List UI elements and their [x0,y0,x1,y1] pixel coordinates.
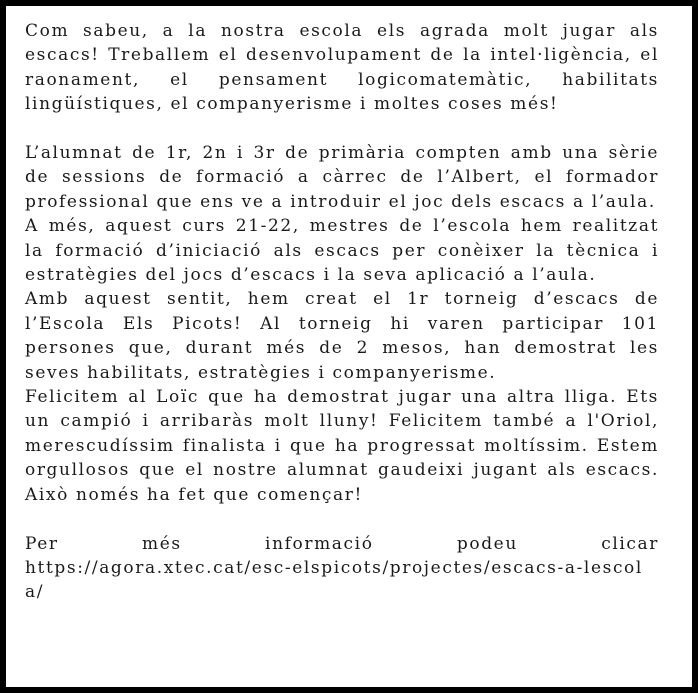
paragraph-more-info: Per més informació podeu clicar [25,533,659,554]
paragraph-spacer [25,117,659,141]
paragraph-intro: Com sabeu, a la nostra escola els agrada molt jugar als escacs! Treballem el desenvolupament de la intel·ligència, el raonament, el pensament logicomatemàtic, habilitats lingüístiques, el companyerisme i moltes coses més! [25,21,659,115]
paragraph-training-students: L’alumnat de 1r, 2n i 3r de primària compten amb una sèrie de sessions de formació a càrrec de l’Albert, el formador professional que ens ve a introduir el joc dels escacs a l’aula. [25,143,659,212]
paragraph-congratulations: Felicitem al Loïc que ha demostrat jugar una altra lliga. Ets un campió i arribaràs molt lluny! Felicitem també a l'Oriol, merescudíssim finalista i que ha progressat moltíssim. Estem orgullosos que el nostre alumnat gaudeixi jugant als escacs. Això només ha fet que començar! [25,387,659,505]
paragraph-tournament: Amb aquest sentit, hem creat el 1r torneig d’escacs de l’Escola Els Picots! Al torneig hi varen participar 101 persones que, durant més de 2 mesos, han demostrat les seves habilitats, estratègies i companyerisme. [25,289,659,383]
more-info-link[interactable]: https://agora.xtec.cat/esc-elspicots/projectes/escacs-a-lescola/ [25,557,643,603]
paragraph-training-teachers: A més, aquest curs 21-22, mestres de l’escola hem realitzat la formació d’iniciació als escacs per conèixer la tècnica i estratègies del jocs d’escacs i la seva aplicació a l’aula. [25,216,659,286]
document-body [25,19,659,605]
paragraph-spacer [25,507,659,531]
